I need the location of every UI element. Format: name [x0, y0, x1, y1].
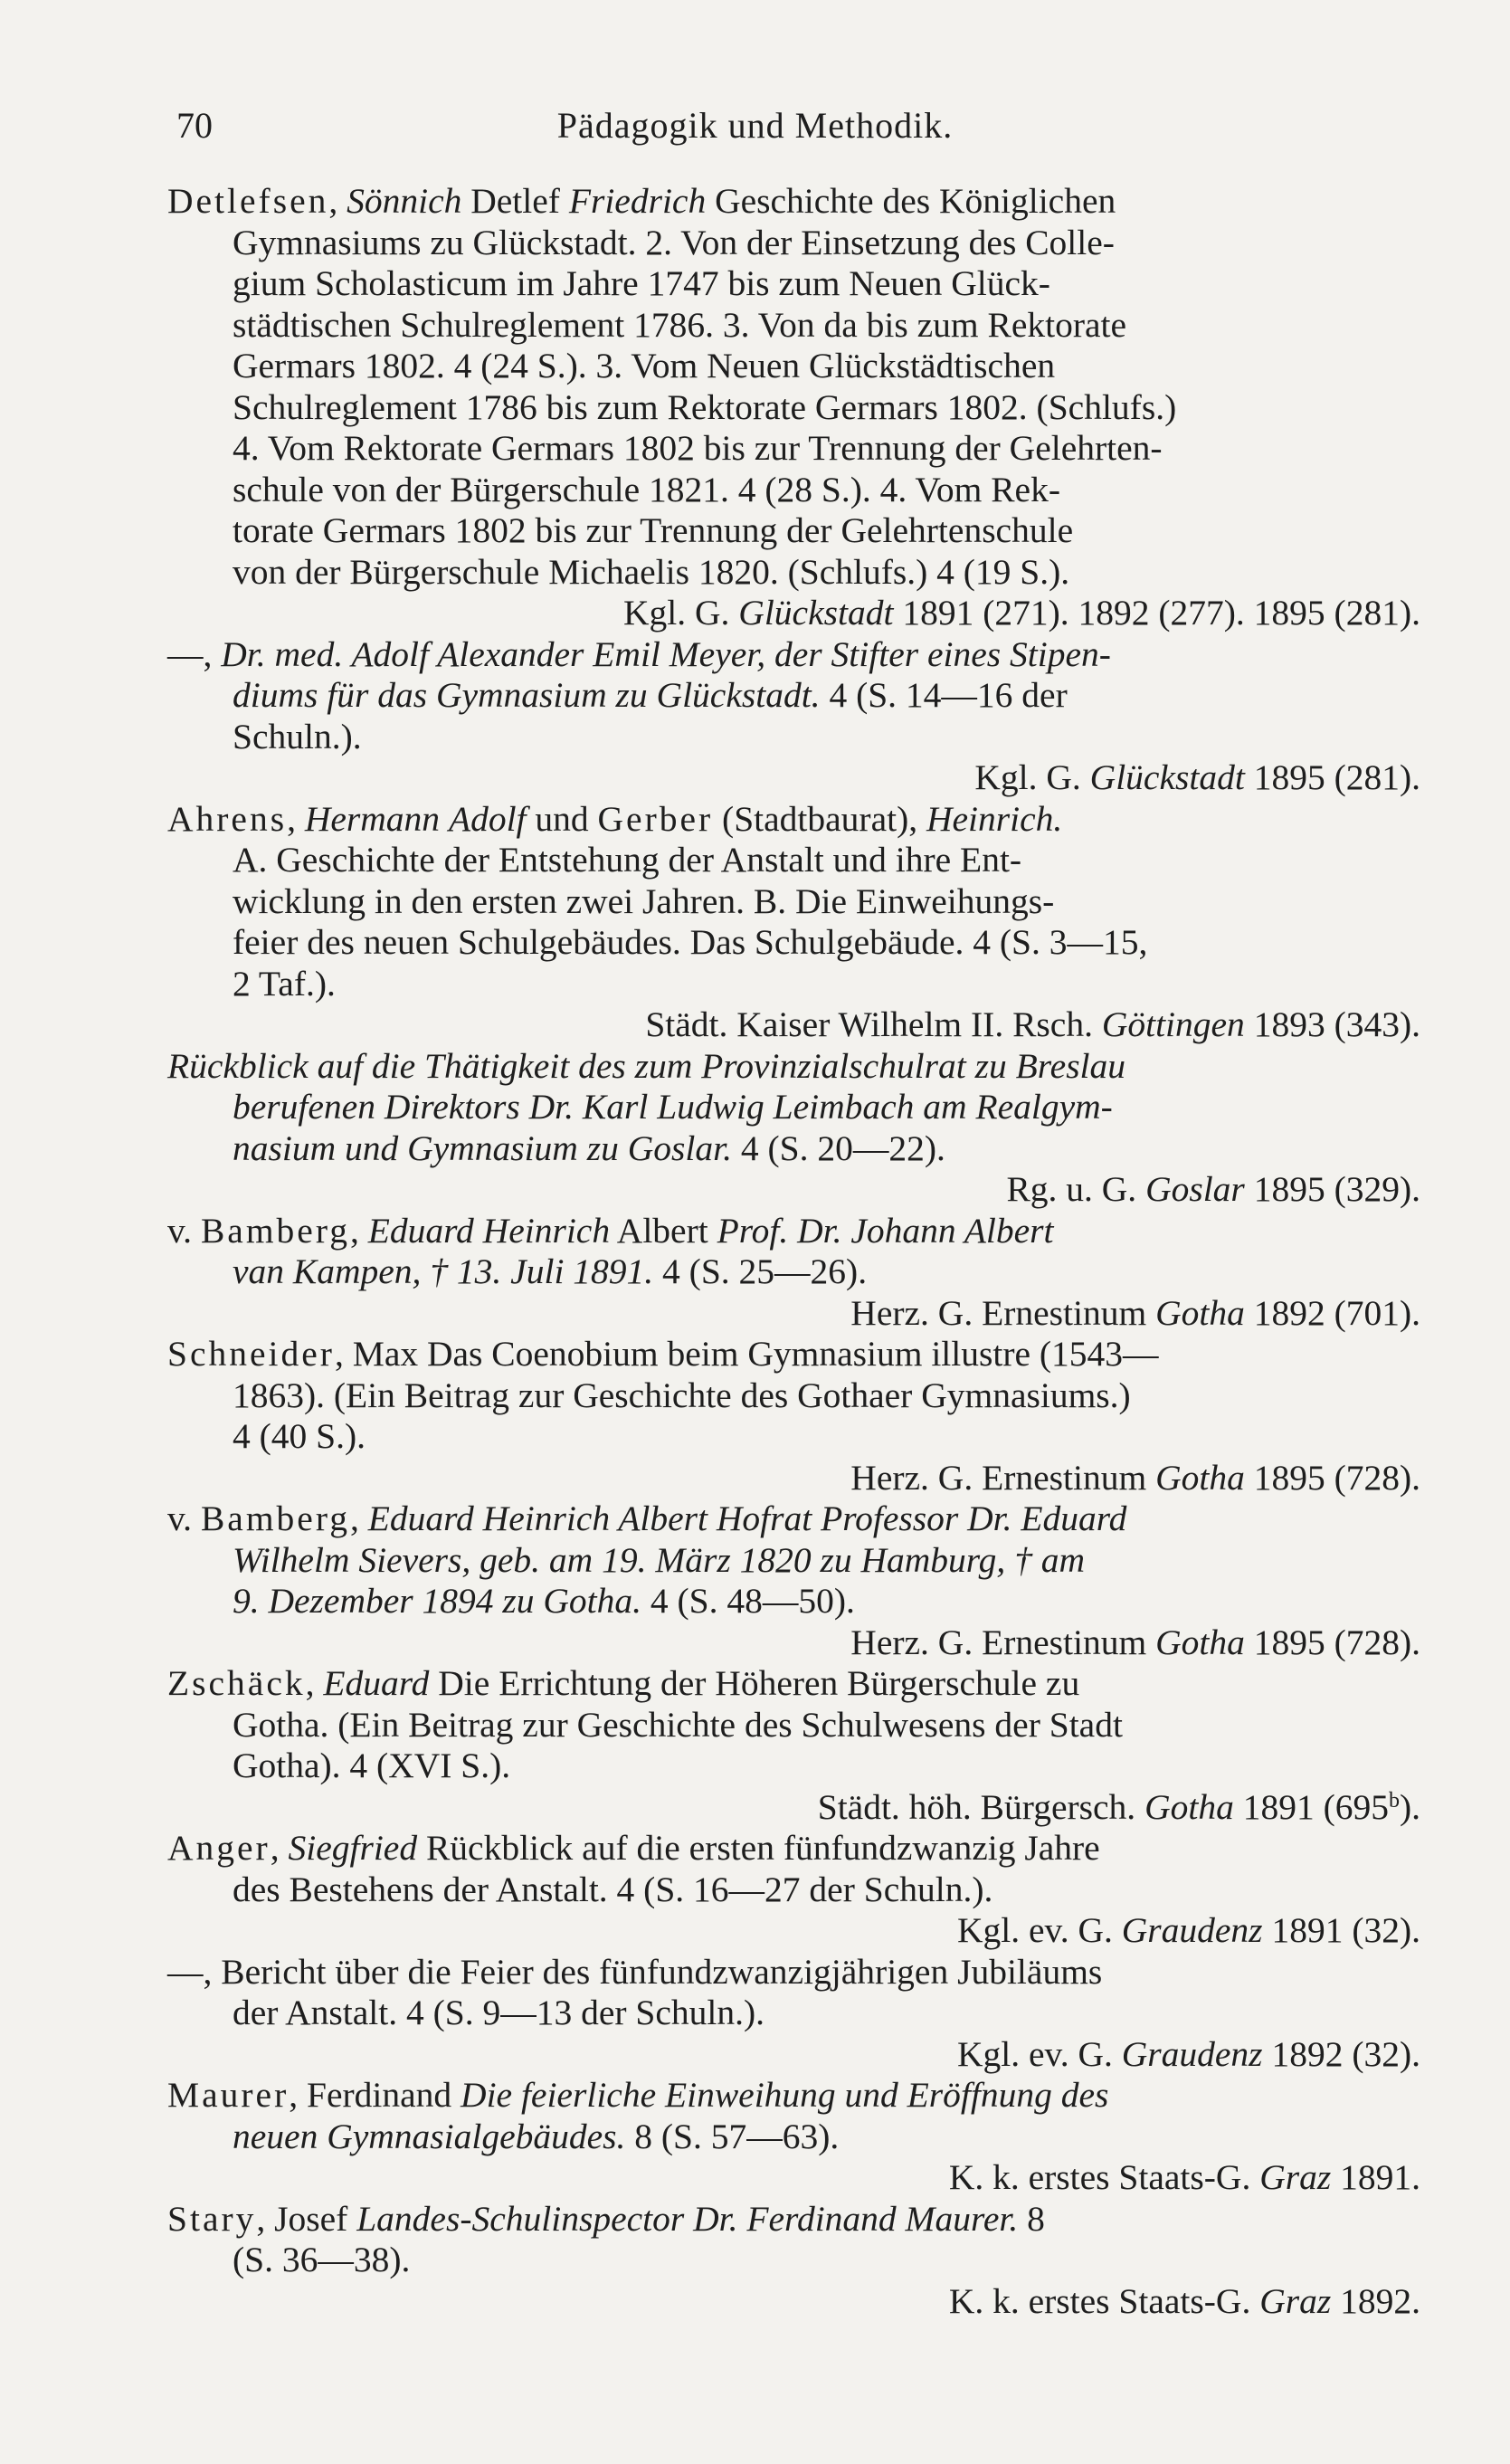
text-segment: , [328, 181, 347, 221]
entry-location [167, 1622, 1420, 1664]
text-segment: der Anstalt. 4 (S. 9—13 der Schuln.). [233, 1993, 765, 2032]
text-segment: Glückstadt [738, 593, 894, 633]
text-segment: Germars 1802. 4 (24 S.). 3. Vom Neuen Glückstädtischen [233, 346, 1056, 385]
text-segment: Dr. med. Adolf Alexander Emil Meyer, der Stifter eines Stipen- [221, 633, 1111, 674]
text-segment: Eduard Heinrich [367, 1210, 611, 1251]
text-segment: Schneider [167, 1334, 335, 1374]
entry-location [167, 1004, 1420, 1046]
text-segment: Gotha). 4 (XVI S.). [233, 1746, 511, 1785]
bibliography-entry [167, 1663, 1420, 1828]
text-segment: Bamberg [200, 1498, 351, 1538]
text-segment: Sönnich [347, 181, 462, 221]
text-segment: schule von der Bürgerschule 1821. 4 (28 S.). 4. Vom Rek- [233, 469, 1060, 509]
text-segment: K. k. erstes Staats-G. [948, 2157, 1260, 2197]
text-segment: 1895 (329). [1244, 1169, 1420, 1209]
text-segment: Stary [167, 2198, 257, 2239]
entry-line [167, 387, 1420, 429]
bibliography-entry [167, 2199, 1420, 2323]
text-segment: Bamberg [200, 1210, 351, 1251]
text-segment: Gotha. (Ein Beitrag zur Geschichte des Schulwesens der Stadt [233, 1704, 1123, 1745]
text-segment: des Bestehens der Anstalt. 4 (S. 16—27 der Schuln.). [233, 1869, 993, 1909]
text-segment: Herz. G. Ernestinum [850, 1622, 1156, 1662]
text-segment: van Kampen, † 13. Juli 1891. [233, 1251, 654, 1291]
text-segment: Gotha [1155, 1457, 1245, 1498]
text-segment: Maurer [167, 2075, 290, 2115]
entry-line [167, 1087, 1420, 1128]
text-segment: , [270, 1828, 289, 1868]
entry-line [167, 428, 1420, 470]
entry-line [167, 2117, 1420, 2158]
text-segment: 1895 (728). [1244, 1622, 1420, 1662]
entry-line [167, 181, 1420, 223]
entry-line [167, 1046, 1420, 1088]
entry-line [167, 799, 1420, 841]
text-segment: 1891 (695 [1233, 1786, 1389, 1827]
entry-line [167, 263, 1420, 305]
text-segment: Gerber [597, 798, 714, 839]
text-segment: , [350, 1498, 368, 1538]
text-segment: 1895 (728). [1244, 1457, 1420, 1498]
bibliography-list [167, 181, 1420, 2322]
entry-line [167, 1746, 1420, 1787]
text-segment: A. Geschichte der Entstehung der Anstalt und ihre Ent- [233, 840, 1022, 880]
entry-location [167, 593, 1420, 634]
text-segment: 1891. [1331, 2157, 1420, 2197]
text-segment: , Max Das Coenobium beim Gymnasium illustre (1543— [334, 1334, 1159, 1374]
entry-line [167, 2075, 1420, 2117]
text-segment: —, Bericht über die Feier des fünfundzwanzigjährigen Jubiläums [167, 1951, 1103, 1992]
text-segment: Anger [167, 1828, 271, 1868]
entry-line [167, 1211, 1420, 1252]
text-segment: 4. Vom Rektorate Germars 1802 bis zur Trennung der Gelehrten- [233, 428, 1163, 468]
text-segment: und [526, 798, 598, 839]
text-segment: 4 (S. 14—16 der [820, 675, 1068, 715]
text-segment: Wilhelm Sievers, geb. am 19. März 1820 zu Hamburg, † am [233, 1539, 1086, 1580]
text-segment: nasium und Gymnasium zu Goslar. [233, 1127, 732, 1168]
text-segment: berufenen Direktors Dr. Karl Ludwig Leimbach am Realgym- [233, 1087, 1113, 1127]
text-segment: —, [167, 633, 222, 674]
bibliography-entry [167, 1952, 1420, 2076]
entry-line [167, 717, 1420, 758]
text-segment: , [305, 1663, 324, 1703]
text-segment: b [1388, 1788, 1400, 1812]
entry-line [167, 305, 1420, 347]
entry-location [167, 2034, 1420, 2076]
text-segment: Eduard [323, 1663, 430, 1703]
entry-line [167, 1952, 1420, 1993]
bibliography-entry [167, 1828, 1420, 1952]
text-segment: Gymnasiums zu Glückstadt. 2. Von der Einsetzung des Colle- [233, 222, 1115, 262]
entry-line [167, 1705, 1420, 1746]
bibliography-entry [167, 181, 1420, 634]
entry-line [167, 1663, 1420, 1705]
text-segment: 2 Taf.). [233, 963, 336, 1004]
text-segment: Adolf [448, 798, 527, 839]
text-segment: städtischen Schulreglement 1786. 3. Von da bis zum Rektorate [233, 304, 1127, 345]
entry-line [167, 1128, 1420, 1170]
text-segment: v. [167, 1498, 201, 1538]
text-segment: Heinrich. [926, 798, 1063, 839]
text-segment: Albert [610, 1210, 717, 1251]
text-segment: 1892 (32). [1262, 2033, 1420, 2074]
text-segment: Herz. G. Ernestinum [850, 1457, 1156, 1498]
bibliography-entry [167, 1498, 1420, 1663]
entry-line [167, 922, 1420, 964]
text-segment: , Josef [256, 2198, 357, 2239]
text-segment: Kgl. ev. G. [957, 1910, 1122, 1950]
bibliography-entry [167, 1334, 1420, 1498]
text-segment: Gotha [1144, 1786, 1234, 1827]
entry-line [167, 1251, 1420, 1293]
text-segment: Die Errichtung der Höheren Bürgerschule zu [429, 1663, 1080, 1703]
entry-line [167, 1375, 1420, 1417]
text-segment: torate Germars 1802 bis zur Trennung der Gelehrtenschule [233, 510, 1074, 550]
entry-line [167, 470, 1420, 511]
text-segment: Zschäck [167, 1663, 306, 1703]
text-segment: Städt. Kaiser Wilhelm II. Rsch. [645, 1004, 1102, 1044]
entry-line [167, 1416, 1420, 1458]
entry-location [167, 1169, 1420, 1211]
text-segment: diums für das Gymnasium zu Glückstadt. [233, 675, 821, 715]
text-segment: 1891 (32). [1262, 1910, 1420, 1950]
text-segment: 8 [1018, 2198, 1045, 2239]
text-segment: Die feierliche Einweihung und Eröffnung des [461, 2075, 1109, 2115]
entry-line [167, 2240, 1420, 2281]
entry-line [167, 1334, 1420, 1375]
text-segment: 4 (S. 20—22). [731, 1127, 945, 1168]
text-segment: , Ferdinand [289, 2075, 461, 2115]
text-segment: Kgl. G. [623, 593, 739, 633]
text-segment: Glückstadt [1089, 757, 1245, 797]
bibliography-entry [167, 2075, 1420, 2199]
bibliography-entry [167, 634, 1420, 799]
text-segment: Detlefsen [167, 181, 329, 221]
text-segment: 4 (40 S.). [233, 1416, 366, 1456]
text-segment: 4 (S. 48—50). [641, 1581, 855, 1621]
text-segment: Göttingen [1101, 1004, 1245, 1044]
text-segment: 1863). (Ein Beitrag zur Geschichte des Gothaer Gymnasiums.) [233, 1375, 1131, 1415]
entry-line [167, 1869, 1420, 1911]
text-segment: 1892 (701). [1244, 1292, 1420, 1333]
text-segment: Ahrens [167, 798, 288, 839]
entry-line [167, 634, 1420, 676]
text-segment: Landes-Schulinspector Dr. Ferdinand Maurer. [356, 2198, 1019, 2239]
bibliography-entry [167, 799, 1420, 1046]
entry-line [167, 1581, 1420, 1622]
entry-line [167, 1828, 1420, 1869]
text-segment: Geschichte des Königlichen [706, 181, 1116, 221]
entry-location [167, 1293, 1420, 1335]
entry-location [167, 2281, 1420, 2323]
entry-line [167, 223, 1420, 264]
text-segment: 9. Dezember 1894 zu Gotha. [233, 1581, 642, 1621]
text-segment: gium Scholasticum im Jahre 1747 bis zum Neuen Glück- [233, 263, 1050, 303]
text-segment: 8 (S. 57—63). [625, 2116, 840, 2156]
text-segment: Gotha [1155, 1292, 1245, 1333]
text-segment: (Stadtbaurat), [713, 798, 926, 839]
page-number: 70 [176, 105, 213, 146]
entry-line [167, 1498, 1420, 1540]
entry-location [167, 757, 1420, 799]
text-segment: Prof. Dr. Johann Albert [717, 1210, 1054, 1251]
text-segment: Hermann [304, 798, 441, 839]
bibliography-entry [167, 1046, 1420, 1211]
entry-line [167, 510, 1420, 552]
entry-location [167, 1910, 1420, 1952]
entry-line [167, 552, 1420, 594]
text-segment: Eduard Heinrich Albert Hofrat Professor Dr. Eduard [367, 1498, 1127, 1538]
entry-line [167, 1540, 1420, 1582]
text-segment: Kgl. G. [974, 757, 1090, 797]
text-segment: Kgl. ev. G. [957, 2033, 1122, 2074]
entry-line [167, 964, 1420, 1005]
text-segment: Rg. u. G. [1006, 1169, 1146, 1209]
text-segment: Rückblick auf die ersten fünfundzwanzig Jahre [417, 1828, 1100, 1868]
text-segment: Detlef [461, 181, 569, 221]
text-segment: Städt. höh. Bürgersch. [817, 1786, 1145, 1827]
text-segment: 4 (S. 25—26). [653, 1251, 868, 1291]
text-segment: , [350, 1210, 368, 1251]
text-segment: 1892. [1331, 2280, 1420, 2321]
text-segment: 1891 (271). 1892 (277). 1895 (281). [893, 593, 1420, 633]
text-segment: feier des neuen Schulgebäudes. Das Schulgebäude. 4 (S. 3—15, [233, 922, 1148, 962]
bibliography-entry [167, 1211, 1420, 1335]
entry-line [167, 840, 1420, 881]
entry-line [167, 346, 1420, 387]
entry-location [167, 1787, 1420, 1829]
entry-line [167, 881, 1420, 923]
running-head: Pädagogik und Methodik. [556, 105, 954, 146]
text-segment: Gotha [1155, 1622, 1245, 1662]
text-segment [440, 799, 449, 839]
text-segment: neuen Gymnasialgebäudes. [233, 2116, 626, 2156]
text-segment: K. k. erstes Staats-G. [948, 2280, 1260, 2321]
text-segment: wicklung in den ersten zwei Jahren. B. Die Einweihungs- [233, 880, 1055, 921]
text-segment: Herz. G. Ernestinum [850, 1292, 1156, 1333]
text-segment: Goslar [1145, 1169, 1245, 1209]
text-segment: Graz [1259, 2157, 1332, 2197]
text-segment: Graz [1259, 2280, 1332, 2321]
text-segment: Siegfried [288, 1828, 418, 1868]
text-segment: 1895 (281). [1244, 757, 1420, 797]
text-segment: Graudenz [1121, 1910, 1263, 1950]
entry-line [167, 1993, 1420, 2034]
text-segment: Schulreglement 1786 bis zum Rektorate Germars 1802. (Schlufs.) [233, 386, 1177, 427]
text-segment: Schuln.). [233, 716, 362, 756]
entry-location [167, 1458, 1420, 1499]
entry-line [167, 2199, 1420, 2240]
text-segment: (S. 36—38). [233, 2240, 411, 2279]
text-segment: v. [167, 1210, 201, 1251]
text-segment: ). [1399, 1786, 1420, 1827]
text-segment: Friedrich [568, 181, 707, 221]
text-segment: Graudenz [1121, 2033, 1263, 2074]
text-segment: Rückblick auf die Thätigkeit des zum Provinzialschulrat zu Breslau [167, 1045, 1126, 1086]
text-segment: 1893 (343). [1244, 1004, 1420, 1044]
text-segment: von der Bürgerschule Michaelis 1820. (Schlufs.) 4 (19 S.). [233, 551, 1070, 592]
text-segment: , [287, 798, 305, 839]
entry-line [167, 675, 1420, 717]
entry-location [167, 2157, 1420, 2199]
